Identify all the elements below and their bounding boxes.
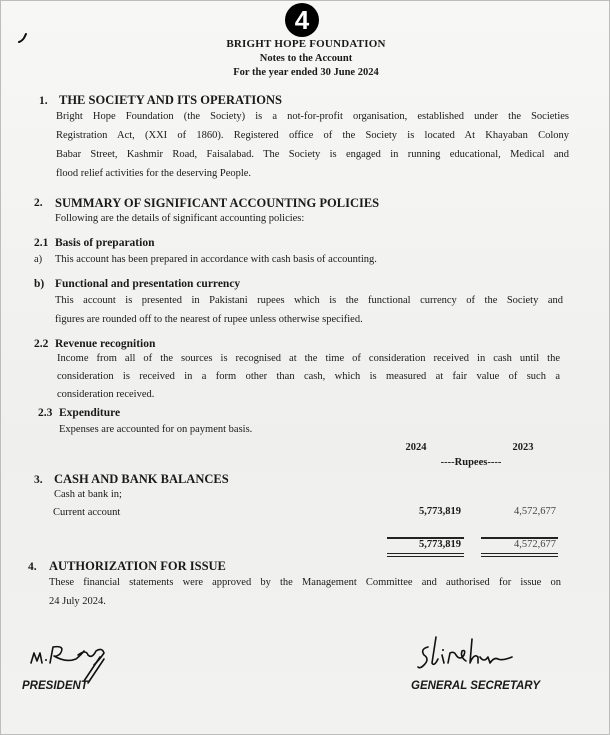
section-2-2-title: Revenue recognition <box>55 338 156 350</box>
column-header-2024: 2024 <box>405 442 427 453</box>
section-1-body <box>56 107 569 183</box>
general-secretary-signature-icon <box>416 633 526 675</box>
paragraph-line: figures are rounded off to the nearest of rupee unless otherwise specified. <box>55 314 363 325</box>
item-b-marker: b) <box>34 278 45 290</box>
section-2-3-number: 2.3 <box>38 407 53 419</box>
page-number-badge: 4 <box>285 3 319 37</box>
section-2-number: 2. <box>34 197 43 209</box>
organization-name: BRIGHT HOPE FOUNDATION <box>226 38 386 50</box>
paragraph-line: consideration received. <box>57 389 155 400</box>
paragraph-line: Bright Hope Foundation (the Society) is a not-for-profit organisation, established under the Societies <box>56 111 569 122</box>
total-double-rule-2024 <box>387 553 464 557</box>
total-2024: 5,773,819 <box>419 539 461 550</box>
president-label: PRESIDENT <box>22 680 88 692</box>
current-account-2023: 4,572,677 <box>514 506 556 517</box>
section-4-title: AUTHORIZATION FOR ISSUE <box>49 559 226 573</box>
paragraph-line: These financial statements were approved by the Management Committee and authorised for issue on <box>49 577 561 588</box>
paragraph-line: Babar Street, Kashmir Road, Faisalabad. The Society is engaged in running educational, Medical and <box>56 149 569 160</box>
paragraph-line: consideration is received in a form other than cash, which is measured at fair value of such a <box>57 371 560 382</box>
paragraph-line: flood relief activities for the deserving People. <box>56 168 252 179</box>
paragraph-line: This account is presented in Pakistani rupees which is the functional currency of the Society and <box>55 295 563 306</box>
section-4-body <box>49 573 561 611</box>
section-2-1-number: 2.1 <box>34 237 49 249</box>
document-subtitle: Notes to the Account <box>259 53 353 64</box>
total-2023: 4,572,677 <box>514 539 556 550</box>
section-2-intro: Following are the details of significant accounting policies: <box>55 213 305 224</box>
current-account-2024: 5,773,819 <box>419 506 461 517</box>
total-double-rule-2023 <box>481 553 558 557</box>
section-2-3-text: Expenses are accounted for on payment basis. <box>59 424 253 435</box>
document-period: For the year ended 30 June 2024 <box>233 67 379 78</box>
paragraph-line: Registration Act, (XXI of 1860). Registered office of the Society is located At Khayaban Colony <box>56 130 569 141</box>
table-row-label: Current account <box>53 507 121 518</box>
section-3-number: 3. <box>34 474 43 486</box>
section-1-title: THE SOCIETY AND ITS OPERATIONS <box>59 93 282 107</box>
general-secretary-label: GENERAL SECRETARY <box>411 680 541 692</box>
paragraph-line: 24 July 2024. <box>49 596 106 607</box>
section-2-1-title: Basis of preparation <box>55 237 155 249</box>
section-3-title: CASH AND BANK BALANCES <box>54 472 229 486</box>
section-2-3-title: Expenditure <box>59 407 121 419</box>
item-a-text: This account has been prepared in accordance with cash basis of accounting. <box>55 254 377 265</box>
section-2-title: SUMMARY OF SIGNIFICANT ACCOUNTING POLICIES <box>55 196 380 210</box>
section-4-number: 4. <box>28 561 37 573</box>
section-1-number: 1. <box>39 95 48 107</box>
section-2-2-number: 2.2 <box>34 338 49 350</box>
item-b-body <box>55 291 563 329</box>
currency-unit-label: ----Rupees---- <box>440 457 502 468</box>
item-a-marker: a) <box>34 254 43 265</box>
column-header-2023: 2023 <box>512 442 534 453</box>
paragraph-line: Income from all of the sources is recognised at the time of consideration received in cash until the <box>57 353 560 364</box>
table-row-label: Cash at bank in; <box>54 489 122 500</box>
section-2-2-body <box>57 350 560 404</box>
item-b-title: Functional and presentation currency <box>55 278 241 290</box>
